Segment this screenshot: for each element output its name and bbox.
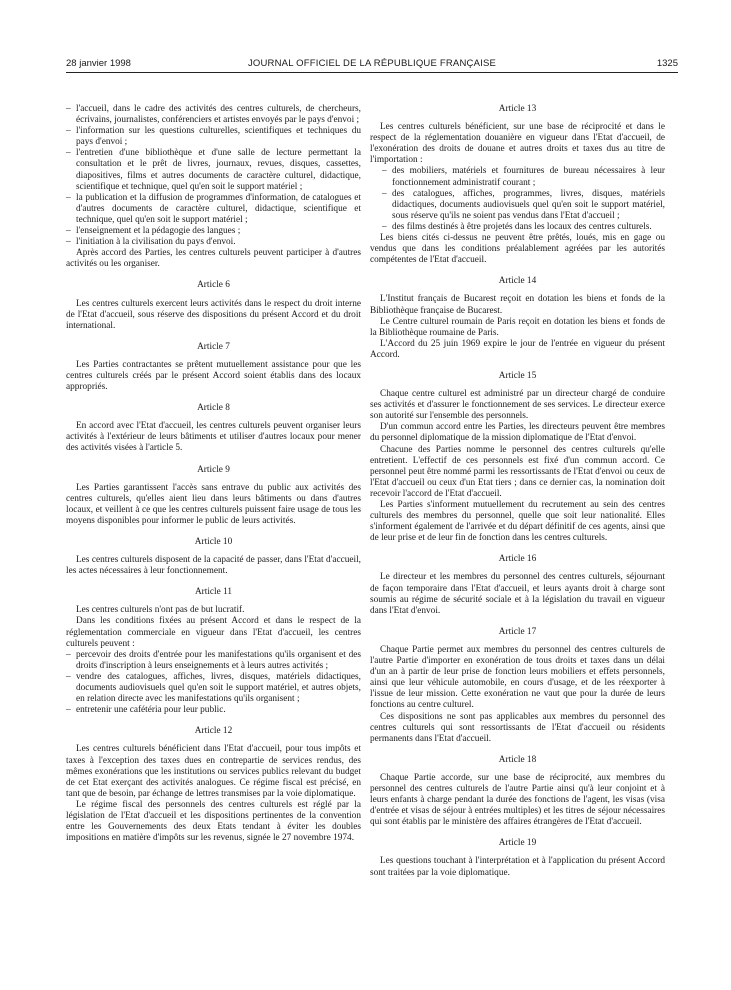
- paragraph: Les Parties s'informent mutuellement du recrutement au sein des centres culturels des membres du personnel, quelle que soit leur nationalité. Elles s'informent également de l'arrivée et du départ définitif de ces agents, ainsi que de leur prise et de leur fin de fonction dans les centres culturels.: [370, 500, 665, 544]
- list-item: – l'entretien d'une bibliothèque et d'une salle de lecture permettant la consultation et le prêt de livres, journaux, revues, disques, cassettes, diapositives, films et autres documents de caractère culturel, didactique, scientifique et technique, quel qu'en soit le support matériel ;: [66, 148, 361, 192]
- paragraph: Les Parties garantissent l'accès sans entrave du public aux activités des centres culturels, qu'elles aient lieu dans leurs bâtiments ou dans d'autres locaux, et veillent à ce que les centres culturels puissent faire usage de tous les moyens disponibles pour informer le public de leurs activités.: [66, 482, 361, 526]
- list-item: – des catalogues, affiches, programmes, livres, disques, matériels didactiques, documents audiovisuels quel qu'en soit le support matériel, sous réserve qu'ils ne soient pas vendus dans l'Etat d'accueil ;: [370, 189, 665, 222]
- article-heading: Article 19: [498, 838, 537, 849]
- paragraph: Les centres culturels bénéficient, sur une base de réciprocité et dans le respect de la réglementation douanière en vigueur dans l'Etat d'accueil, de l'exonération des droits de douane et autres droits et taxes dus au titre de l'importation :: [370, 122, 665, 166]
- list-item: – l'enseignement et la pédagogie des langues ;: [66, 226, 361, 237]
- list-item: – percevoir des droits d'entrée pour les manifestations qu'ils organisent et des droits d'inscription à leurs enseignements et à leurs autres activités ;: [66, 650, 361, 672]
- paragraph: Après accord des Parties, les centres culturels peuvent participer à d'autres activités ou les organiser.: [66, 248, 361, 270]
- paragraph: L'Accord du 25 juin 1969 expire le jour de l'entrée en vigueur du présent Accord.: [370, 338, 665, 360]
- paragraph: Chaque Partie accorde, sur une base de réciprocité, aux membres du personnel des centres culturels de l'autre Partie ainsi qu'à leur conjoint et à leurs enfants à charge pendant la durée des fonctions de l'agent, les visas (visa d'entrée et visas de séjour à entrées multiples) et les titres de séjour nécessaires qui sont établis par le ministère des affaires étrangères de l'Etat d'accueil.: [370, 772, 665, 828]
- paragraph: Les centres culturels disposent de la capacité de passer, dans l'Etat d'accueil, les actes nécessaires à leur fonctionnement.: [66, 555, 361, 577]
- paragraph: Le régime fiscal des personnels des centres culturels est réglé par la législation de l'Etat d'accueil et les dispositions pertinentes de la convention entre les Gouvernements des deux Etats tendant à éviter les doubles impositions en matière d'impôts sur les revenus, signée le 27 novembre 1974.: [66, 799, 361, 844]
- list-item: – l'initiation à la civilisation du pays d'envoi.: [66, 237, 361, 248]
- header-page-number: 1325: [656, 58, 678, 69]
- list-item: – des mobiliers, matériels et fournitures de bureau nécessaires à leur fonctionnement administratif courant ;: [370, 166, 665, 188]
- list-item: – des films destinés à être projetés dans les locaux des centres culturels.: [370, 222, 665, 233]
- header-title: JOURNAL OFFICIEL DE LA RÉPUBLIQUE FRANÇAISE: [247, 58, 497, 69]
- article-heading: Article 17: [498, 626, 537, 637]
- paragraph: Ces dispositions ne sont pas applicables aux membres du personnel des centres culturels qui sont ressortissants de l'Etat d'accueil ou résidents permanents dans l'Etat d'accueil.: [370, 711, 665, 744]
- activities-list: [66, 104, 361, 248]
- paragraph: D'un commun accord entre les Parties, les directeurs peuvent être membres du personnel diplomatique de la mission diplomatique de l'Etat d'envoi.: [370, 422, 665, 444]
- art13-list: [370, 166, 665, 233]
- article-heading: Article 13: [498, 104, 537, 114]
- article-heading: Article 15: [498, 370, 537, 381]
- paragraph: Les centres culturels n'ont pas de but lucratif.: [76, 605, 245, 616]
- paragraph: Les biens cités ci-dessus ne peuvent être prêtés, loués, mis en gage ou vendus que dans les conditions préalablement agréées par les autorités compétentes de l'Etat d'accueil.: [370, 233, 665, 266]
- list-item: – entretenir une cafétéria pour leur public.: [66, 705, 361, 716]
- article-heading: Article 14: [498, 276, 537, 287]
- paragraph: Les centres culturels bénéficient dans l'Etat d'accueil, pour tous impôts et taxes à l'exception des taxes dues en contrepartie de services rendus, des mêmes exonérations que les institutions ou services publics relevant du budget de cet Etat exerçant des activités analogues. Ce régime fiscal est précisé, en tant que de besoin, par échange de lettres transmises par la voie diplomatique.: [66, 744, 361, 799]
- paragraph: L'Institut français de Bucarest reçoit en dotation les biens et fonds de la Bibliothèque française de Bucarest.: [370, 294, 665, 316]
- paragraph: Dans les conditions fixées au présent Accord et dans le respect de la réglementation commerciale en vigueur dans l'Etat d'accueil, les centres culturels peuvent :: [66, 616, 361, 649]
- article-heading: Article 12: [194, 726, 233, 737]
- article-heading: Article 10: [194, 537, 233, 547]
- art11-list: [66, 650, 361, 717]
- paragraph: Les centres culturels exercent leurs activités dans le respect du droit interne de l'Etat d'accueil, sous réserve des dispositions du présent Accord et du droit international.: [66, 298, 361, 331]
- paragraph: Le directeur et les membres du personnel des centres culturels, séjournant de façon temporaire dans l'Etat d'accueil, et leurs ayants droit à charge sont soumis au régime de sécurité sociale et à la législation du travail en vigueur dans l'Etat d'envoi.: [370, 572, 665, 616]
- paragraph: Chacune des Parties nomme le personnel des centres culturels qu'elle entretient. L'effectif de ces personnels est fixé d'un commun accord. Ce personnel peut être nommé parmi les ressortissants de l'Etat d'envoi ou ceux de l'Etat d'accueil ou ceux d'un Etat tiers ; dans ce dernier cas, la nomination doit recevoir l'accord de l'Etat d'accueil.: [370, 444, 665, 499]
- list-item: – la publication et la diffusion de programmes d'information, de catalogues et d'autres documents de caractère culturel, didactique, scientifique et technique, quel qu'en soit le support matériel ;: [66, 193, 361, 226]
- page-header: [66, 58, 678, 72]
- paragraph: Les questions touchant à l'interprétation et à l'application du présent Accord sont traitées par la voie diplomatique.: [370, 856, 665, 878]
- header-date: 28 janvier 1998: [66, 58, 131, 69]
- article-heading: Article 6: [197, 280, 230, 291]
- article-heading: Article 18: [498, 754, 537, 765]
- paragraph: En accord avec l'Etat d'accueil, les centres culturels peuvent organiser leurs activités à l'extérieur de leurs bâtiments et utiliser d'autres locaux pour mener des activités visées à l'article 5.: [66, 421, 361, 454]
- paragraph: Chaque Partie permet aux membres du personnel des centres culturels de l'autre Partie d'importer en exonération de tous droits et taxes dans un délai d'un an à partir de leur prise de fonction leurs mobiliers et effets personnels, ainsi que leur véhicule automobile, en cours d'usage, et de les réexporter à l'issue de leur mission. Cette exonération ne vaut que pour la durée de leurs fonctions au centre culturel.: [370, 644, 665, 711]
- right-column: [370, 104, 665, 879]
- paragraph: Le Centre culturel roumain de Paris reçoit en dotation les biens et fonds de la Bibliothèque roumaine de Paris.: [370, 316, 665, 338]
- article-heading: Article 8: [197, 403, 230, 414]
- header-rule: [66, 72, 678, 73]
- paragraph: Les Parties contractantes se prêtent mutuellement assistance pour que les centres culturels créés par le présent Accord soient établis dans des locaux appropriés.: [66, 359, 361, 393]
- article-heading: Article 9: [197, 464, 230, 475]
- list-item: – vendre des catalogues, affiches, livres, disques, matériels didactiques, documents audiovisuels quel qu'en soit le support matériel, et autres objets, en relation directe avec les manifestations qu'ils organisent ;: [66, 672, 361, 705]
- list-item: – l'accueil, dans le cadre des activités des centres culturels, de chercheurs, écrivains, journalistes, conférenciers et artistes envoyés par le pays d'envoi ;: [66, 104, 361, 126]
- article-heading: Article 16: [498, 554, 537, 565]
- list-item: – l'information sur les questions culturelles, scientifiques et techniques du pays d'envoi ;: [66, 126, 361, 148]
- article-heading: Article 11: [194, 587, 233, 598]
- paragraph: Chaque centre culturel est administré par un directeur chargé de conduire ses activités et d'assurer le fonctionnement de ses services. Le directeur exerce son autorité sur l'ensemble des personnels.: [370, 389, 665, 422]
- article-heading: Article 7: [197, 341, 230, 352]
- left-column: [66, 104, 361, 844]
